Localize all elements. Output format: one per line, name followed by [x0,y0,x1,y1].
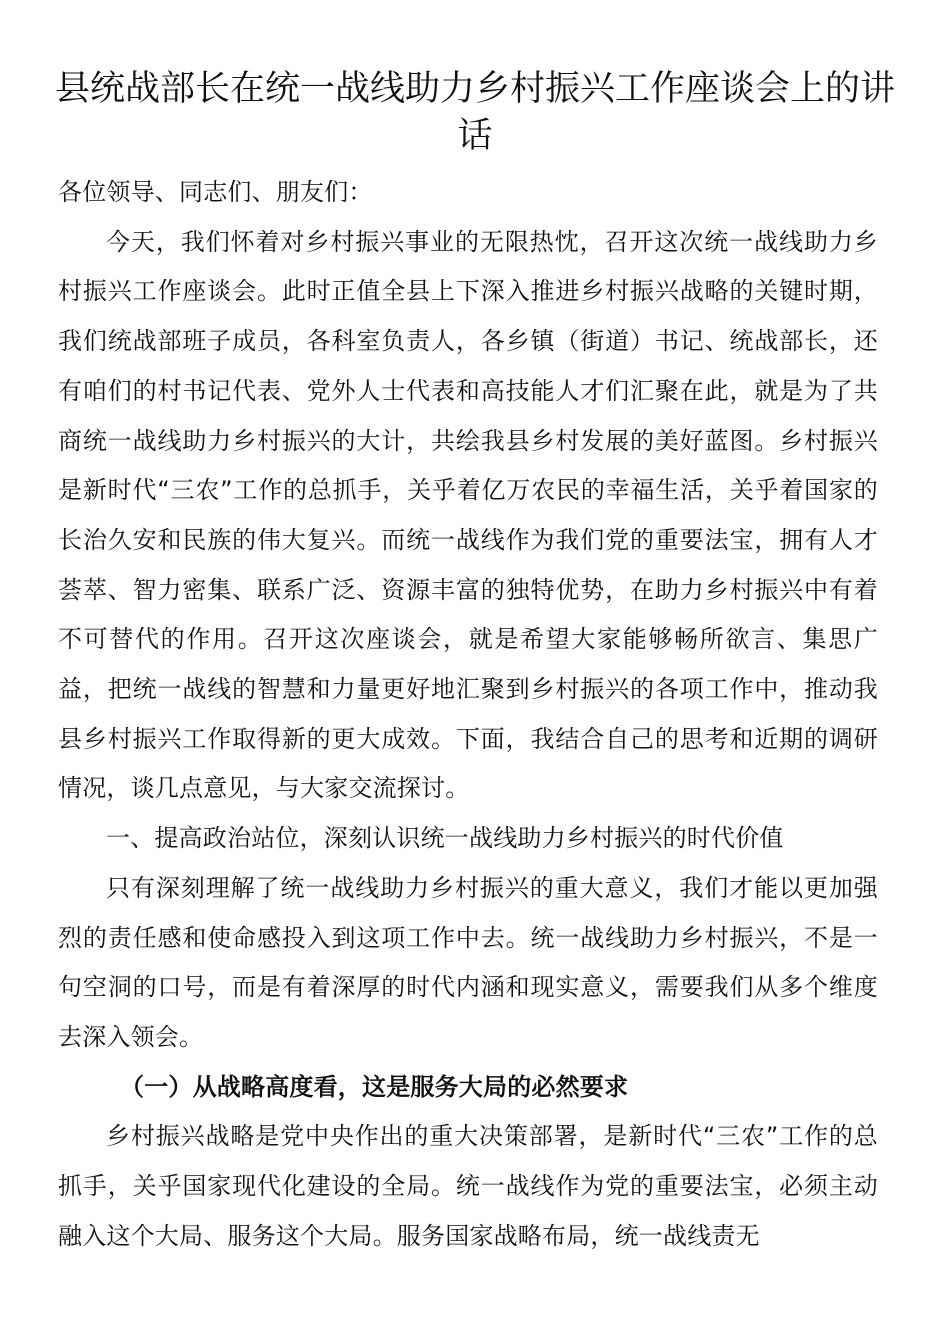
intro-paragraph: 今天，我们怀着对乡村振兴事业的无限热忱，召开这次统一战线助力乡村振兴工作座谈会。此时正值全县上下深入推进乡村振兴战略的关键时期，我们统战部班子成员，各科室负责人，各乡镇（街道）书记、统战部长，还有咱们的村书记代表、党外人士代表和高技能人才们汇聚在此，就是为了共商统一战线助力乡村振兴的大计，共绘我县乡村发展的美好蓝图。乡村振兴是新时代“三农”工作的总抓手，关乎着亿万农民的幸福生活，关乎着国家的长治久安和民族的伟大复兴。而统一战线作为我们党的重要法宝，拥有人才荟萃、智力密集、联系广泛、资源丰富的独特优势，在助力乡村振兴中有着不可替代的作用。召开这次座谈会，就是希望大家能够畅所欲言、集思广益，把统一战线的智慧和力量更好地汇聚到乡村振兴的各项工作中，推动我县乡村振兴工作取得新的更大成效。下面，我结合自己的思考和近期的调研情况，谈几点意见，与大家交流探讨。 [58,227,878,803]
document-body [58,168,878,1261]
section-intro-paragraph: 只有深刻理解了统一战线助力乡村振兴的重大意义，我们才能以更加强烈的责任感和使命感投入到这项工作中去。统一战线助力乡村振兴，不是一句空洞的口号，而是有着深厚的时代内涵和现实意义，需要我们从多个维度去深入领会。 [58,873,878,1051]
subsection-heading: （一）从战略高度看，这是服务大局的必然要求 [120,1072,629,1101]
document-title: 县统战部长在统一战线助力乡村振兴工作座谈会上的讲话 [54,69,895,156]
section-heading: 一、提高政治站位，深刻认识统一战线助力乡村振兴的时代价值 [106,824,784,853]
salutation: 各位领导、同志们、朋友们： [58,178,373,206]
subsection-paragraph: 乡村振兴战略是党中央作出的重大决策部署，是新时代“三农”工作的总抓手，关乎国家现代化建设的全局。统一战线作为党的重要法宝，必须主动融入这个大局、服务这个大局。服务国家战略布局，统一战线责无 [58,1122,878,1250]
